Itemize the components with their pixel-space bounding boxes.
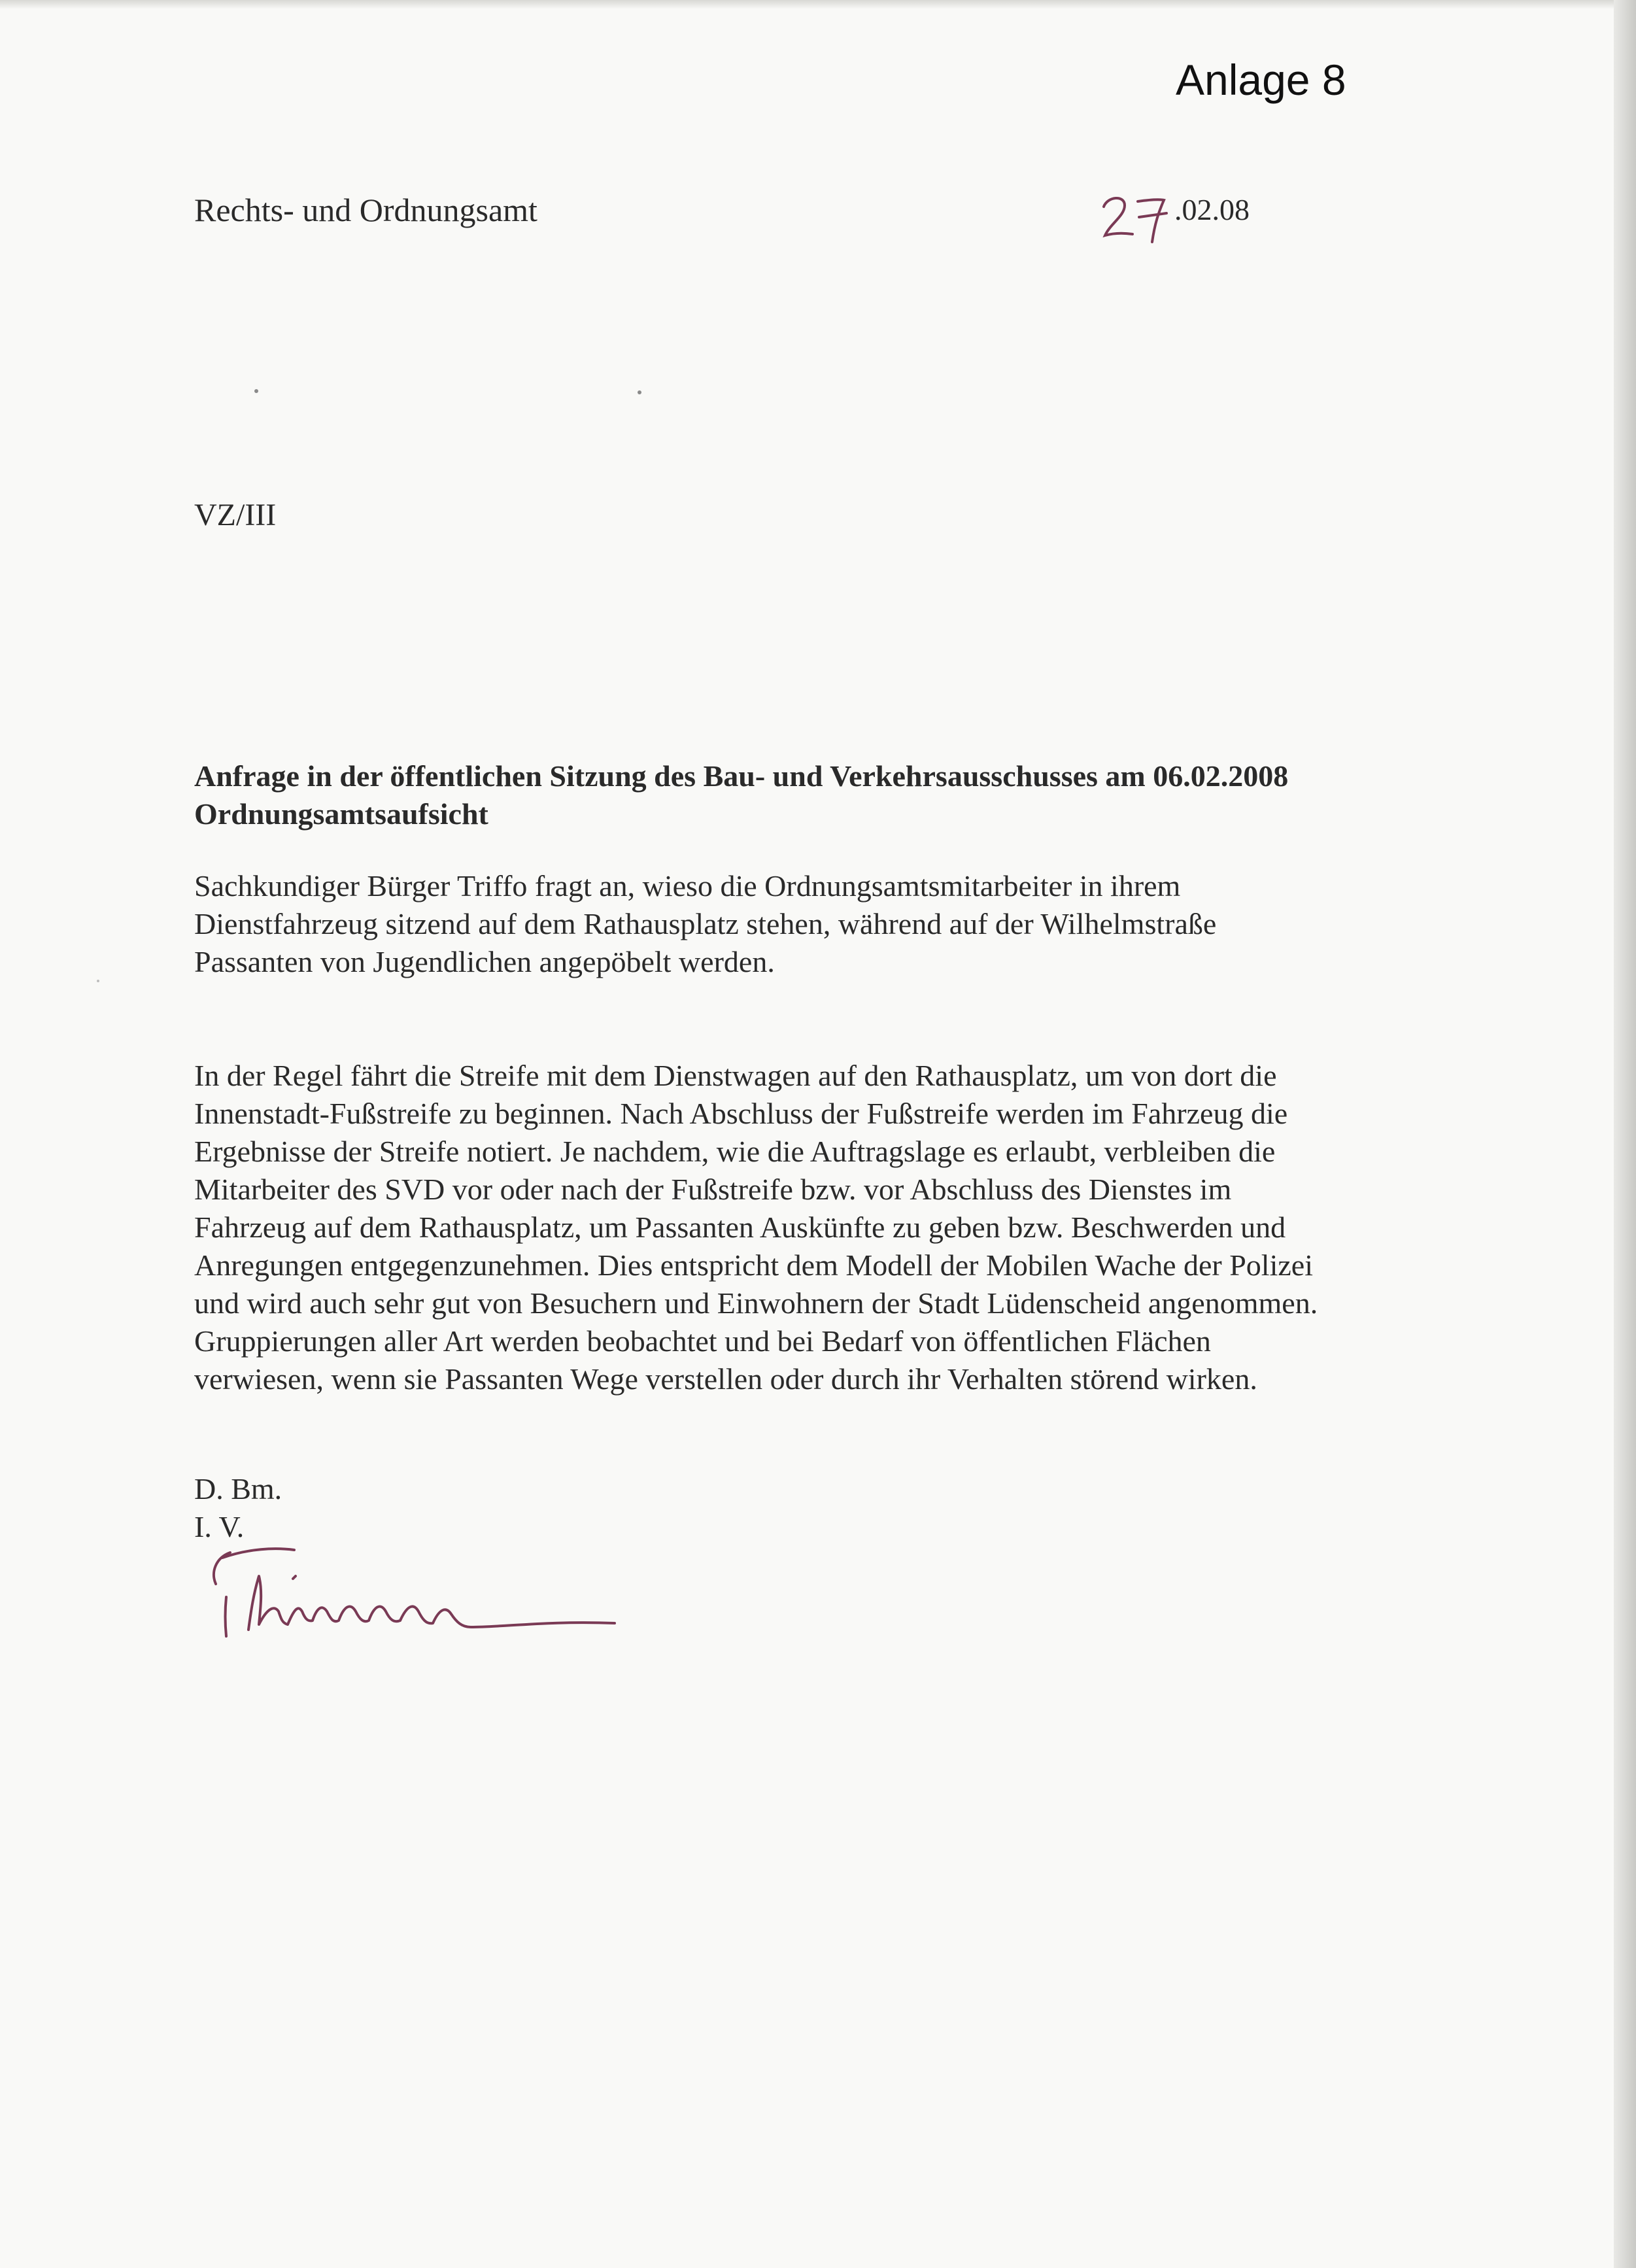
text-line: Gruppierungen aller Art werden beobachtet und bei Bedarf von öffentlichen Flächen: [194, 1324, 1211, 1358]
text-line: In der Regel fährt die Streife mit dem Dienstwagen auf den Rathausplatz, um von dort die: [194, 1059, 1277, 1092]
text-line: verwiesen, wenn sie Passanten Wege verstellen oder durch ihr Verhalten störend wirken.: [194, 1362, 1257, 1396]
text-line: Innenstadt-Fußstreife zu beginnen. Nach Abschluss der Fußstreife werden im Fahrzeug die: [194, 1097, 1288, 1130]
closing-line: D. Bm.: [194, 1472, 282, 1505]
text-line: Mitarbeiter des SVD vor oder nach der Fußstreife bzw. vor Abschluss des Dienstes im: [194, 1173, 1232, 1206]
reference-code: VZ/III: [194, 498, 277, 532]
text-line: Fahrzeug auf dem Rathausplatz, um Passanten Auskünfte zu geben bzw. Beschwerden und: [194, 1211, 1286, 1244]
text-line: Sachkundiger Bürger Triffo fragt an, wieso die Ordnungsamtsmitarbeiter in ihrem: [194, 869, 1181, 902]
text-line: und wird auch sehr gut von Besuchern und Einwohnern der Stadt Lüdenscheid angenommen.: [194, 1286, 1318, 1320]
closing-line: I. V.: [194, 1510, 245, 1543]
printed-date: .02.08: [1174, 193, 1250, 226]
text-line: Anregungen entgegenzunehmen. Dies entspricht dem Modell der Mobilen Wache der Polizei: [194, 1248, 1313, 1282]
heading-line: Ordnungsamtsaufsicht: [194, 797, 488, 831]
annex-label: Anlage 8: [1176, 56, 1346, 104]
text-line: Ergebnisse der Streife notiert. Je nachdem, wie die Auftragslage es erlaubt, verbleiben die: [194, 1135, 1276, 1168]
office-name: Rechts- und Ordnungsamt: [194, 192, 537, 228]
text-line: Passanten von Jugendlichen angepöbelt werden.: [194, 945, 775, 978]
text-line: Dienstfahrzeug sitzend auf dem Rathausplatz stehen, während auf der Wilhelmstraße: [194, 907, 1217, 940]
heading-line: Anfrage in der öffentlichen Sitzung des Bau- und Verkehrsausschusses am 06.02.2008: [194, 759, 1289, 793]
